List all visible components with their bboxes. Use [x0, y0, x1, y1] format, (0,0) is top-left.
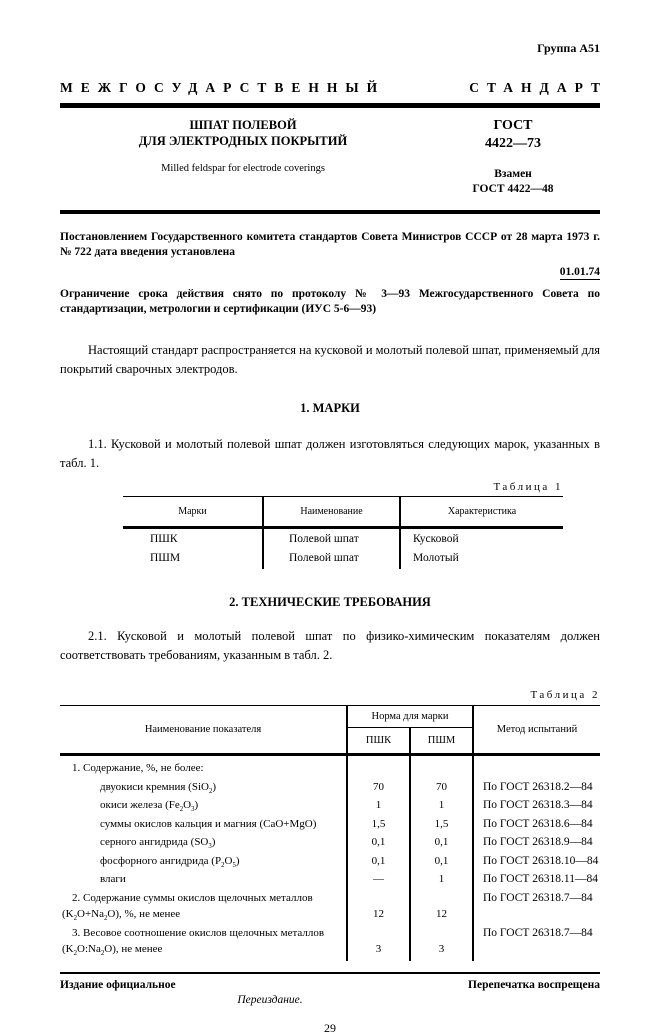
table-cell-indicator: 1. Содержание, %, не более: — [60, 755, 347, 778]
table-2-header-row-1 — [60, 706, 600, 728]
gost-designation-block — [426, 117, 600, 197]
table-cell-method: По ГОСТ 26318.2—84 — [483, 780, 593, 793]
limitation-paragraph: Ограничение срока действия снято по протоколу № 3—93 Межгосударственного Совета по стандартизации, метрологии и сертификации (ИУС 5-6—93) — [60, 288, 600, 315]
standard-type-banner — [60, 80, 608, 96]
table-cell-pshk-value: 12 — [347, 889, 410, 924]
table-cell-method: По ГОСТ 26318.10—84 — [483, 854, 599, 867]
table-cell-pshk-value: 0,1 — [347, 833, 410, 852]
table-cell-indicator: серного ангидрида $(SO_3)$ — [60, 833, 347, 852]
table-1-label: Таблица 1 — [493, 481, 563, 493]
table-cell-pshm-value: 1,5 — [410, 815, 473, 834]
decree-paragraph: Постановлением Государственного комитета стандартов Совета Министров СССР от 28 марта 1973 г. № 722 дата введения установлена — [60, 231, 600, 258]
table-cell-pshk-value: 70 — [347, 778, 410, 797]
table-cell-indicator: двуокиси кремния (SiO$_2$) — [60, 778, 347, 797]
table-cell-method — [473, 755, 600, 778]
section-1-heading: 1. МАРКИ — [300, 401, 360, 415]
table-cell-method: По ГОСТ 26318.11—84 — [483, 873, 599, 885]
document-title-line-1: ШПАТ ПОЛЕВОЙ — [189, 118, 297, 132]
title-block — [60, 117, 600, 197]
gost-number: 4422—73 — [485, 136, 541, 151]
second-divider-rule — [60, 210, 600, 214]
effective-date-line — [60, 266, 600, 278]
reprint-prohibited-note: Перепечатка воспрещена — [468, 978, 600, 991]
reissue-note: Переиздание. — [237, 993, 303, 1006]
page-number: 29 — [324, 1020, 336, 1035]
table-cell-pshm-value: 70 — [410, 778, 473, 797]
table-cell-pshk-value: 1 — [347, 796, 410, 815]
document-title-block — [60, 117, 426, 197]
table-cell-pshm-value: 0,1 — [410, 852, 473, 871]
column-header-characteristic: Характеристика — [400, 497, 563, 528]
column-header-indicator-name: Наименование показателя — [60, 706, 347, 755]
table-cell-pshk-value — [347, 755, 410, 778]
table-1-header-row — [123, 497, 563, 528]
table-cell-pshk-value: 1,5 — [347, 815, 410, 834]
document-title-english: Milled feldspar for electrode coverings — [161, 163, 325, 174]
table-1-marks — [123, 496, 563, 569]
table-row — [60, 778, 600, 797]
gost-label: ГОСТ — [493, 118, 533, 133]
replaces-number: ГОСТ 4422—48 — [472, 183, 554, 195]
document-title-line-2: ДЛЯ ЭЛЕКТРОДНЫХ ПОКРЫТИЙ — [138, 134, 348, 148]
replaces-label: Взамен — [494, 168, 532, 180]
effective-date: 01.01.74 — [559, 266, 600, 278]
replaces-note — [426, 167, 600, 197]
clause-1-1: 1.1. Кусковой и молотый полевой шпат должен изготовляться следующих марок, указанных в табл. 1. — [60, 437, 600, 470]
column-header-norm-group: Норма для марки — [347, 706, 473, 728]
table-2-requirements — [60, 705, 600, 961]
standard-type-word-1: МЕЖГОСУДАРСТВЕННЫЙ — [60, 80, 386, 95]
table-row — [60, 852, 600, 871]
table-cell-indicator: влаги — [60, 870, 347, 889]
table-cell-method: По ГОСТ 26318.7—84 — [483, 891, 593, 904]
table-cell-method: По ГОСТ 26318.3—84 — [483, 799, 593, 811]
table-cell-indicator: 2. Содержание суммы окислов щелочных металлов $(K_2O+Na_2O)$, %, не менее — [60, 889, 347, 924]
table-row — [60, 815, 600, 834]
top-divider-rule — [60, 103, 600, 108]
table-row — [60, 870, 600, 889]
table-cell-mark: ПШК — [123, 528, 263, 550]
table-cell-name: Полевой шпат — [263, 528, 400, 550]
table-cell-mark: ПШМ — [123, 549, 263, 569]
table-cell-pshm-value: 1 — [410, 870, 473, 889]
table-cell-characteristic: Молотый — [413, 552, 459, 564]
column-header-pshm: ПШМ — [410, 728, 473, 755]
table-cell-pshm-value: 12 — [410, 889, 473, 924]
footer-notes — [60, 972, 600, 991]
table-cell-pshm-value: 0,1 — [410, 833, 473, 852]
table-1-block — [123, 481, 563, 569]
table-cell-method: По ГОСТ 26318.7—84 — [483, 926, 593, 939]
table-cell-pshk-value: — — [347, 870, 410, 889]
column-header-marks: Марки — [123, 497, 263, 528]
group-label: Группа А51 — [537, 41, 600, 55]
scope-paragraph: Настоящий стандарт распространяется на кусковой и молотый полевой шпат, применяемый для покрытий сварочных электродов. — [60, 343, 600, 376]
table-2-block — [60, 689, 600, 961]
table-cell-pshm-value: 1 — [410, 796, 473, 815]
table-cell-indicator: окиси железа $(Fe_2O_3)$ — [60, 796, 347, 815]
table-cell-method: По ГОСТ 26318.9—84 — [483, 836, 593, 848]
table-row — [60, 755, 600, 778]
section-2-heading: 2. ТЕХНИЧЕСКИЕ ТРЕБОВАНИЯ — [229, 595, 431, 609]
table-cell-pshk-value: 3 — [347, 924, 410, 961]
table-row — [123, 528, 563, 550]
table-cell-pshm-value — [410, 755, 473, 778]
clause-2-1: 2.1. Кусковой и молотый полевой шпат по физико-химическим показателям должен соответствовать требованиям, указанным в табл. 2. — [60, 629, 600, 662]
column-header-pshk: ПШК — [347, 728, 410, 755]
table-cell-pshm-value: 3 — [410, 924, 473, 961]
table-cell-indicator: суммы окислов кальция и магния (CaO+MgO) — [60, 815, 347, 834]
table-cell-method: По ГОСТ 26318.6—84 — [483, 817, 593, 830]
table-row — [60, 833, 600, 852]
table-row — [60, 889, 600, 924]
official-edition-note: Издание официальное — [60, 978, 176, 991]
table-row — [123, 549, 563, 569]
column-header-name: Наименование — [263, 497, 400, 528]
table-cell-indicator: фосфорного ангидрида $(P_2O_5)$ — [60, 852, 347, 871]
table-2-label: Таблица 2 — [530, 689, 600, 701]
table-row — [60, 924, 600, 961]
table-cell-pshk-value: 0,1 — [347, 852, 410, 871]
column-header-test-method: Метод испытаний — [473, 706, 600, 755]
table-cell-indicator: 3. Весовое соотношение окислов щелочных металлов $(K_2O:Na_2O)$, не менее — [60, 924, 347, 961]
table-cell-characteristic: Кусковой — [413, 533, 459, 545]
table-row — [60, 796, 600, 815]
standard-type-word-2: СТАНДАРТ — [469, 80, 608, 95]
table-cell-name: Полевой шпат — [263, 549, 400, 569]
